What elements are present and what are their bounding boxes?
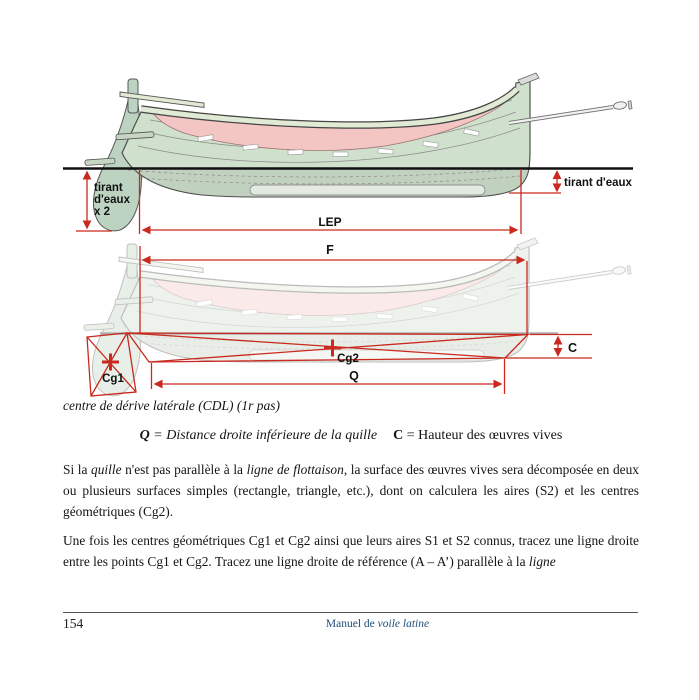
draft-x2-label-1: tirant [94, 182, 123, 194]
cg2-label: Cg2 [337, 353, 359, 365]
cg1-label: Cg1 [102, 373, 124, 385]
p2-seg1: Une fois les centres géométriques Cg1 et Cg2 ainsi que leurs aires S1 et S2 connus, tracez une ligne droite entre les points Cg1 et Cg2. Tracez une ligne droite de référence (A – A’) parallèle à la [63, 533, 639, 569]
page-number: 154 [63, 616, 84, 631]
figure-caption: centre de dérive latérale (CDL) (1r pas) [63, 398, 280, 413]
draft-right-label: tirant d'eaux [564, 177, 632, 189]
legend-line [63, 428, 639, 444]
legend-c-definition: = Hauteur des œuvres vives [403, 428, 563, 443]
lep-label: LEP [318, 215, 342, 229]
draft-x2-label-2: d'eaux [94, 194, 130, 206]
footer-title-roman: Manuel de [325, 618, 378, 630]
legend-c-symbol: C [393, 428, 404, 443]
body-text [63, 459, 639, 580]
f-label: F [326, 243, 334, 257]
p1-seg2: quille [91, 462, 122, 477]
footer-title-italic: voile latine [377, 618, 430, 630]
legend-q-definition: = Distance droite inférieure de la quille [149, 428, 378, 443]
p1-seg3: n'est pas parallèle à la [121, 462, 247, 477]
legend-q-symbol: Q [139, 428, 150, 443]
draft-x2-label-3: x 2 [94, 206, 110, 218]
p1-seg1: Si la [63, 462, 92, 477]
q-label: Q [349, 369, 359, 383]
p1-seg4: ligne de flottaison [246, 462, 344, 477]
paragraph-1 [63, 459, 639, 522]
footer-title [90, 618, 665, 630]
footer-rule [63, 612, 638, 613]
c-label: C [568, 341, 578, 355]
p1-seg5: , la surface des œuvres vives sera décomposée en deux ou plusieurs surfaces simples (rectangle, triangle, etc.), dont on calculera les aires (S2) et les centres géométriques (Cg2). [63, 462, 640, 519]
boat-diagrams [60, 62, 645, 420]
paragraph-2 [63, 530, 639, 572]
boat-top [85, 73, 632, 231]
p2-seg2: ligne [528, 554, 556, 569]
